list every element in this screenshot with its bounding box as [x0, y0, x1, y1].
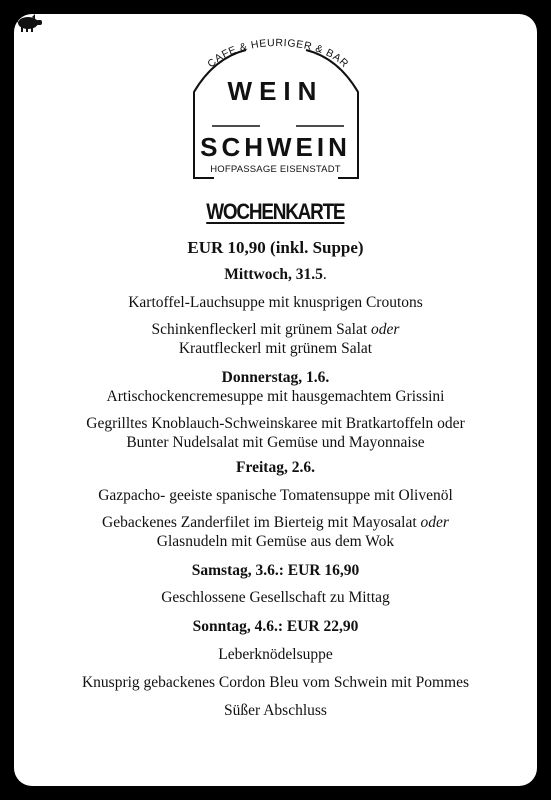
- thursday-main-2: Bunter Nudelsalat mit Gemüse und Mayonnaise: [126, 434, 425, 451]
- menu-title: WOCHENKARTE: [206, 199, 345, 224]
- weekly-menu: [14, 198, 537, 720]
- day-heading-friday: Freitag, 2.6.: [236, 459, 315, 476]
- sunday-course-3: Süßer Abschluss: [224, 702, 327, 719]
- saturday-line: Geschlossene Gesellschaft zu Mittag: [161, 589, 390, 606]
- friday-main-2: Glasnudeln mit Gemüse aus dem Wok: [156, 533, 395, 550]
- day-heading-saturday: Samstag, 3.6.: EUR 16,90: [191, 562, 360, 579]
- menu-card: [14, 14, 537, 786]
- friday-main-1: Gebackenes Zanderfilet im Bierteig mit Mayosalat oder: [102, 514, 449, 531]
- thursday-main-1: Gegrilltes Knoblauch-Schweinskaree mit Bratkartoffeln oder: [86, 415, 465, 432]
- day-heading-sunday: Sonntag, 4.6.: EUR 22,90: [192, 618, 359, 635]
- menu-price: EUR 10,90 (inkl. Suppe): [187, 238, 364, 257]
- day-heading-thursday: Donnerstag, 1.6.: [221, 369, 330, 386]
- sunday-course-1: Leberknödelsuppe: [218, 646, 333, 663]
- friday-soup: Gazpacho- geeiste spanische Tomatensuppe mit Olivenöl: [98, 487, 453, 504]
- wednesday-main-1: Schinkenfleckerl mit grünem Salat oder: [151, 321, 400, 338]
- logo-arc-text: CAFE & HEURIGER & BAR: [205, 36, 351, 71]
- logo-name-top: WEIN: [227, 76, 324, 106]
- wednesday-soup: Kartoffel-Lauchsuppe mit knusprigen Croutons: [128, 294, 423, 311]
- day-heading-wednesday: Mittwoch, 31.5.: [224, 266, 327, 283]
- thursday-soup: Artischockencremesuppe mit hausgemachtem Grissini: [106, 388, 445, 405]
- sunday-course-2: Knusprig gebackenes Cordon Bleu vom Schwein mit Pommes: [81, 674, 470, 691]
- wednesday-main-2: Krautfleckerl mit grünem Salat: [178, 340, 373, 357]
- logo-location: HOFPASSAGE EISENSTADT: [210, 164, 341, 175]
- logo-name-bottom: SCHWEIN: [200, 132, 351, 162]
- restaurant-logo: [14, 14, 537, 189]
- pig-icon: [14, 14, 44, 32]
